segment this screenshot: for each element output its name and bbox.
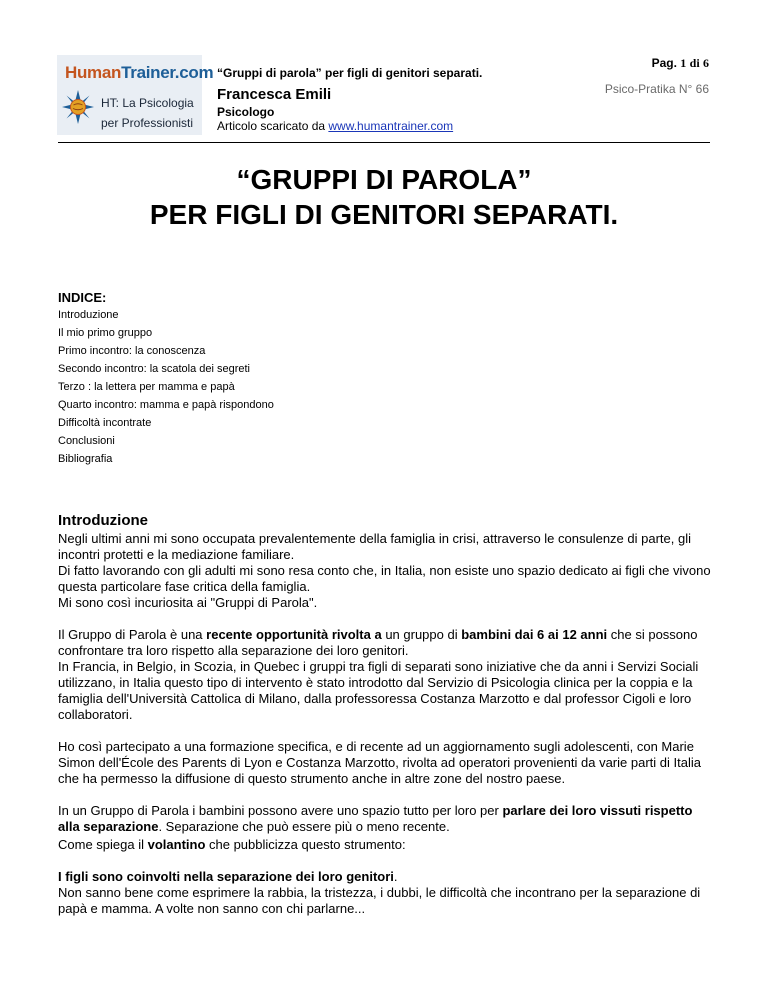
document-title: “GRUPPI DI PAROLA” PER FIGLI DI GENITORI SEPARATI. bbox=[149, 164, 619, 230]
logo-subtitle: HT: La Psicologia per Professionisti bbox=[101, 96, 194, 130]
paragraph: Il Gruppo di Parola è una recente opportunità rivolta a un gruppo di bambini dai 6 ai 12 anni che si possono confrontare tra loro rispetto alla separazione dei loro genitori. bbox=[58, 627, 698, 658]
paragraph: In Francia, in Belgio, in Scozia, in Quebec i gruppi tra figli di separati sono iniziative che da anni i Servizi Sociali utilizzano, in Italia questo tipo di intervento è stato introdotto dal Servizio di Psicologia clinica per la coppia e la famiglia dell'Università Cattolica di Milano, dalla professoressa Costanza Marzotto e dal professor Cigoli e loro collaboratori. bbox=[58, 659, 699, 722]
paragraph: Di fatto lavorando con gli adulti mi sono resa conto che, in Italia, non esiste uno spazio dedicato ai figli che vivono questa particolare fase critica della famiglia. bbox=[58, 563, 711, 594]
index-item: Terzo : la lettera per mamma e papà bbox=[58, 381, 235, 393]
index-item: Il mio primo gruppo bbox=[58, 327, 153, 339]
paragraph: Mi sono così incuriosita ai "Gruppi di Parola". bbox=[58, 595, 318, 610]
index-item: Bibliografia bbox=[58, 453, 113, 465]
paragraph: Non sanno bene come esprimere la rabbia, la tristezza, i dubbi, le difficoltà che incontrano per la separazione di papà e mamma. A volte non sanno con chi parlarne... bbox=[58, 885, 701, 916]
index-item: Difficoltà incontrate bbox=[58, 417, 152, 429]
website-link[interactable]: www.humantrainer.com bbox=[328, 119, 454, 133]
page-number: Pag. 1 di 6 bbox=[651, 56, 709, 70]
index-heading: INDICE: bbox=[58, 290, 107, 305]
header-download-note: Articolo scaricato da www.humantrainer.com bbox=[217, 119, 454, 133]
paragraph: In un Gruppo di Parola i bambini possono avere uno spazio tutto per loro per parlare dei loro vissuti rispetto alla separazione. Separazione che può essere più o meno recente. bbox=[58, 803, 693, 834]
index-item: Primo incontro: la conoscenza bbox=[58, 345, 206, 357]
header-author-role: Psicologo bbox=[217, 105, 275, 119]
site-logo bbox=[57, 55, 214, 135]
section-body bbox=[58, 531, 713, 917]
paragraph: Negli ultimi anni mi sono occupata prevalentemente della famiglia in crisi, attraverso le consulenze di parte, gli incontri protetti e la mediazione familiare. bbox=[58, 531, 691, 562]
paragraph: I figli sono coinvolti nella separazione dei loro genitori. bbox=[58, 869, 398, 884]
series-label: Psico-Pratika N° 66 bbox=[604, 82, 709, 96]
index-item: Secondo incontro: la scatola dei segreti bbox=[58, 363, 251, 375]
section-heading: Introduzione bbox=[58, 512, 148, 529]
index-item: Quarto incontro: mamma e papà rispondono bbox=[58, 399, 274, 411]
logo-wordmark: HumanTrainer.com bbox=[65, 63, 214, 82]
header-divider bbox=[58, 142, 710, 143]
paragraph: Ho così partecipato a una formazione specifica, e di recente ad un aggiornamento sugli adolescenti, con Marie Simon dell'École des Parents di Lyon e Costanza Marzotto, rivolta ad operatori provenienti da varie parti di Italia che ha permesso la diffusione di questo strumento anche in altre zone del nostro paese. bbox=[58, 739, 701, 786]
index-item: Conclusioni bbox=[58, 435, 115, 447]
sun-globe-icon bbox=[61, 89, 95, 125]
header-doc-title: “Gruppi di parola” per figli di genitori separati. bbox=[217, 66, 483, 80]
index-list bbox=[58, 306, 274, 468]
index-item: Introduzione bbox=[58, 309, 119, 321]
paragraph: Come spiega il volantino che pubblicizza questo strumento: bbox=[58, 837, 406, 852]
header-author: Francesca Emili bbox=[217, 86, 332, 103]
